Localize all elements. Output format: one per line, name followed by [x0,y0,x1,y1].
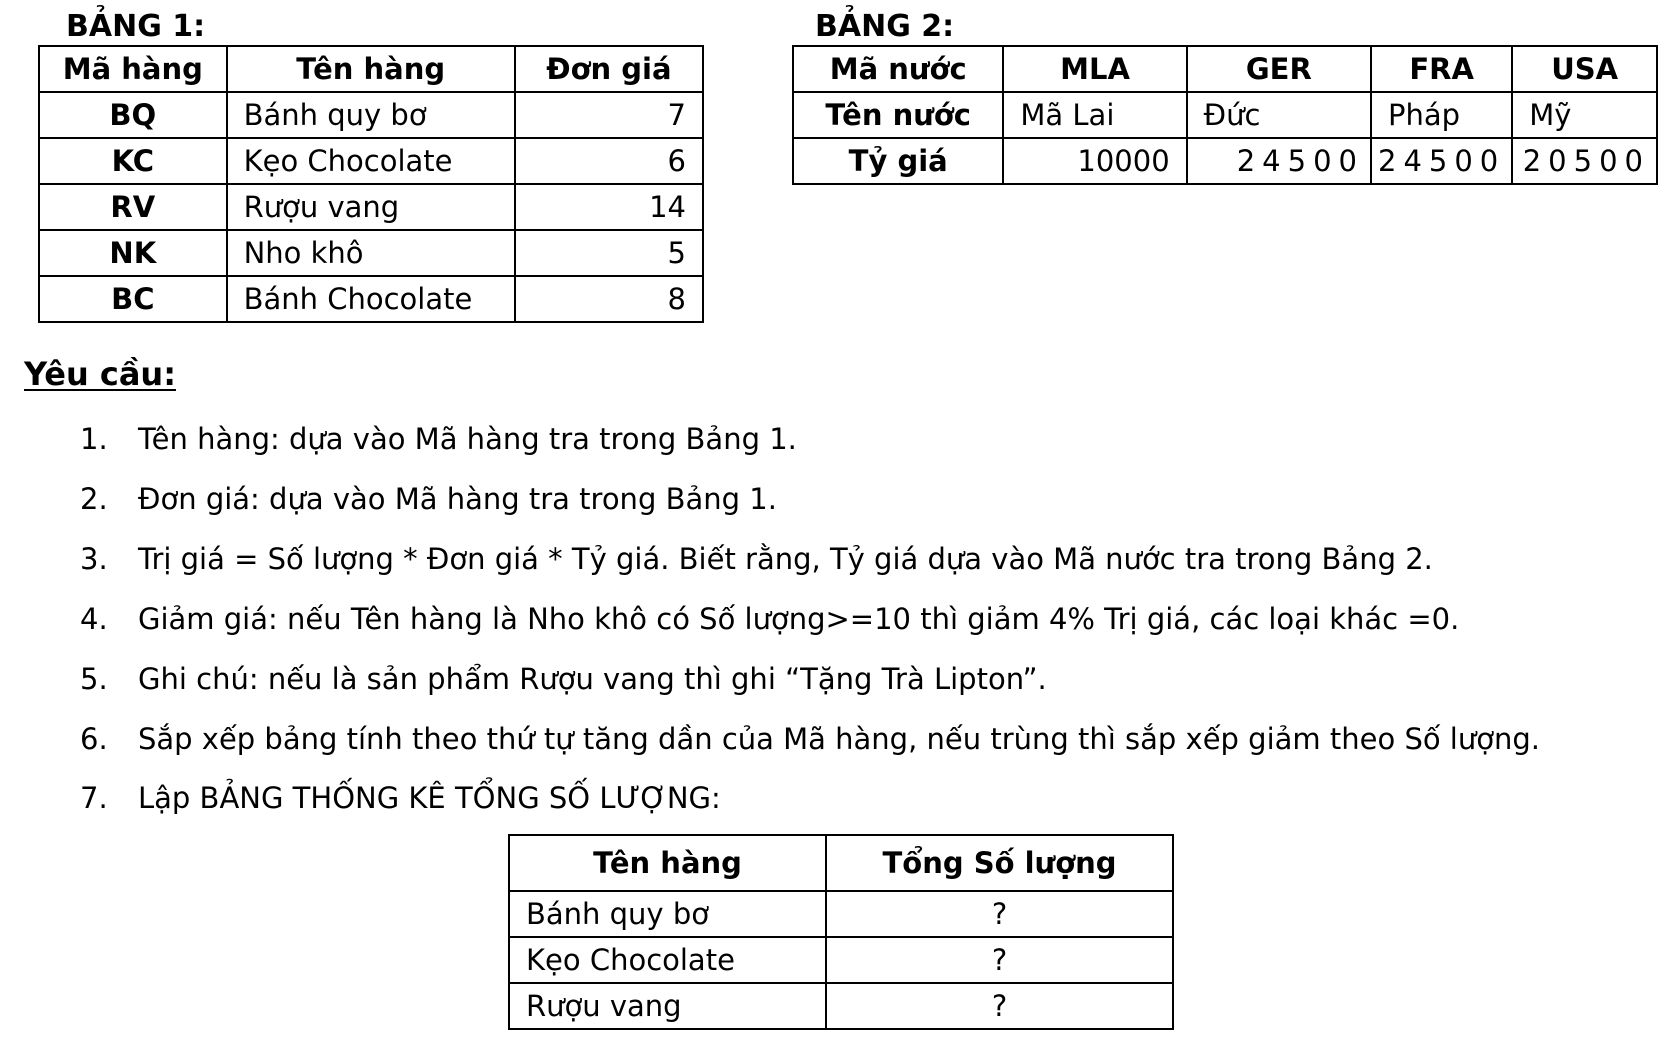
table2-rate-row [793,138,1657,184]
list-item-text: Tên hàng: dựa vào Mã hàng tra trong Bảng 1. [138,422,797,456]
country-name: Pháp [1371,92,1512,138]
list-item-number: 2. [80,482,108,516]
list-item-number: 6. [80,722,108,756]
list-item-number: 3. [80,542,108,576]
summary-header-row [509,835,1173,891]
item-code: RV [39,184,227,230]
table-row [39,230,703,276]
item-price: 7 [515,92,703,138]
country-name: Mỹ [1512,92,1657,138]
summary-total: ? [826,937,1173,983]
list-item-text: Đơn giá: dựa vào Mã hàng tra trong Bảng 1. [138,482,777,516]
item-price: 5 [515,230,703,276]
table2-row-label: Tỷ giá [793,138,1003,184]
summary-table [508,834,1174,1030]
table1-title: BẢNG 1: [66,9,206,44]
table2-title: BẢNG 2: [815,9,955,44]
list-item-number: 4. [80,602,108,636]
table1-header-price: Đơn giá [515,46,703,92]
list-item [80,722,1540,756]
exchange-rate: 20500 [1512,138,1657,184]
list-item-number: 5. [80,662,108,696]
table-row [509,891,1173,937]
item-price: 6 [515,138,703,184]
table1-header-code: Mã hàng [39,46,227,92]
summary-header-name: Tên hàng [509,835,826,891]
list-item [80,482,777,516]
item-name: Bánh quy bơ [227,92,515,138]
table-row [39,276,703,322]
table-row [39,184,703,230]
exchange-rate: 24500 [1371,138,1512,184]
summary-name: Kẹo Chocolate [509,937,826,983]
country-code: MLA [1003,46,1186,92]
summary-name: Bánh quy bơ [509,891,826,937]
table2-code-row [793,46,1657,92]
item-name: Kẹo Chocolate [227,138,515,184]
list-item-text: Sắp xếp bảng tính theo thứ tự tăng dần của Mã hàng, nếu trùng thì sắp xếp giảm theo Số lượng. [138,722,1540,756]
item-price: 14 [515,184,703,230]
item-code: BQ [39,92,227,138]
table2-name-row [793,92,1657,138]
exchange-rate: 10000 [1003,138,1186,184]
list-item-text: Ghi chú: nếu là sản phẩm Rượu vang thì ghi “Tặng Trà Lipton”. [138,662,1047,696]
table-row [509,937,1173,983]
table-row [509,983,1173,1029]
table-row [39,92,703,138]
list-item-text: Giảm giá: nếu Tên hàng là Nho khô có Số lượng>=10 thì giảm 4% Trị giá, các loại khác =0. [138,602,1460,636]
country-code: GER [1187,46,1371,92]
exchange-rate: 24500 [1187,138,1371,184]
list-item-number: 7. [80,781,108,815]
table1-header-row [39,46,703,92]
summary-total: ? [826,891,1173,937]
item-name: Rượu vang [227,184,515,230]
summary-header-total: Tổng Số lượng [826,835,1173,891]
list-item [80,422,797,456]
table1 [38,45,704,323]
country-name: Mã Lai [1003,92,1186,138]
summary-name: Rượu vang [509,983,826,1029]
country-name: Đức [1187,92,1371,138]
item-price: 8 [515,276,703,322]
requirements-title: Yêu cầu: [24,355,176,393]
summary-total: ? [826,983,1173,1029]
table1-header-name: Tên hàng [227,46,515,92]
table2 [792,45,1658,185]
item-name: Bánh Chocolate [227,276,515,322]
list-item [80,662,1047,696]
country-code: FRA [1371,46,1512,92]
item-code: NK [39,230,227,276]
list-item [80,602,1459,636]
item-code: KC [39,138,227,184]
country-code: USA [1512,46,1657,92]
list-item-text: Lập BẢNG THỐNG KÊ TỔNG SỐ LƯỢNG: [138,781,721,815]
list-item-number: 1. [80,422,108,456]
table2-row-label: Tên nước [793,92,1003,138]
item-code: BC [39,276,227,322]
item-name: Nho khô [227,230,515,276]
list-item-text: Trị giá = Số lượng * Đơn giá * Tỷ giá. Biết rằng, Tỷ giá dựa vào Mã nước tra trong Bảng 2. [138,542,1433,576]
list-item [80,542,1433,576]
table-row [39,138,703,184]
table2-row-label: Mã nước [793,46,1003,92]
list-item [80,781,721,815]
